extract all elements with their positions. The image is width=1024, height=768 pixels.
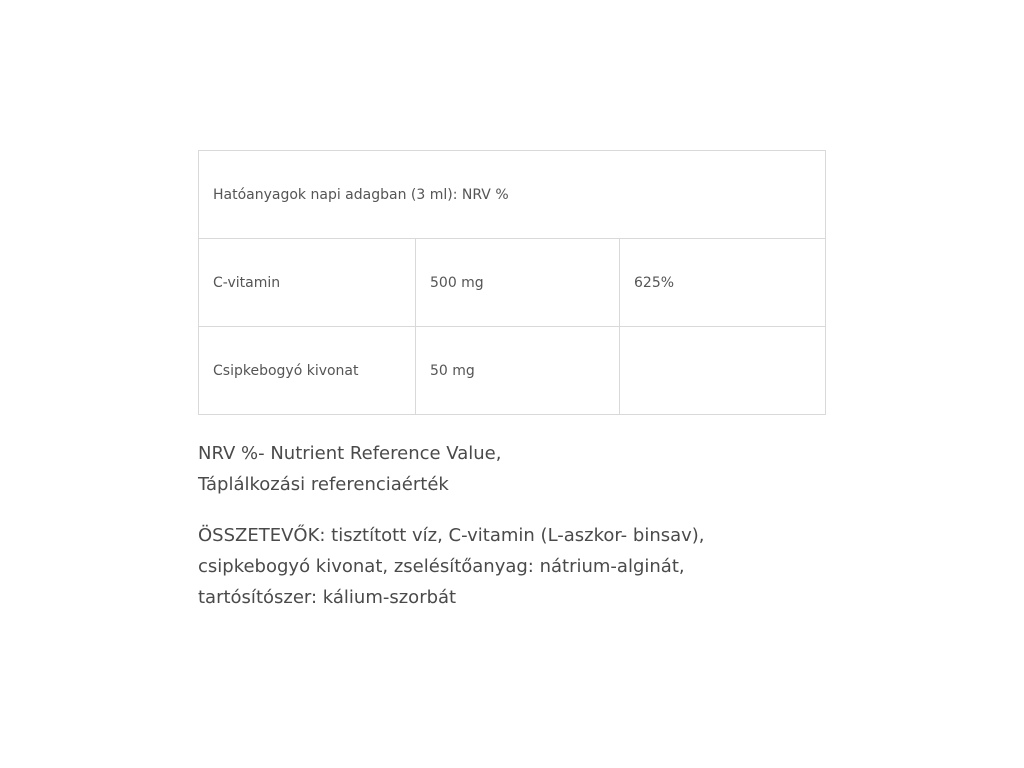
product-info — [198, 150, 825, 613]
nrv-note-line: NRV %- Nutrient Reference Value, — [198, 443, 502, 464]
ingredient-nrv-cell: 625% — [620, 239, 826, 327]
ingredients-line: ÖSSZETEVŐK: tisztított víz, C-vitamin (L-aszkor- binsav), — [198, 525, 705, 546]
ingredient-amount-cell: 500 mg — [416, 239, 620, 327]
ingredients-line: csipkebogyó kivonat, zselésítőanyag: nátrium-alginát, — [198, 556, 685, 577]
nutrition-table — [198, 150, 826, 415]
table-row — [199, 239, 826, 327]
ingredient-amount-cell: 50 mg — [416, 327, 620, 415]
ingredient-name-cell: Csipkebogyó kivonat — [199, 327, 416, 415]
table-header-row — [199, 151, 826, 239]
nrv-note — [198, 438, 825, 500]
ingredient-name-cell: C-vitamin — [199, 239, 416, 327]
table-row — [199, 327, 826, 415]
table-header-cell: Hatóanyagok napi adagban (3 ml): NRV % — [199, 151, 826, 239]
ingredient-nrv-cell — [620, 327, 826, 415]
ingredients-line: tartósítószer: kálium-szorbát — [198, 587, 457, 608]
ingredients-paragraph — [198, 520, 825, 613]
nrv-note-line: Táplálkozási referenciaérték — [198, 474, 449, 495]
